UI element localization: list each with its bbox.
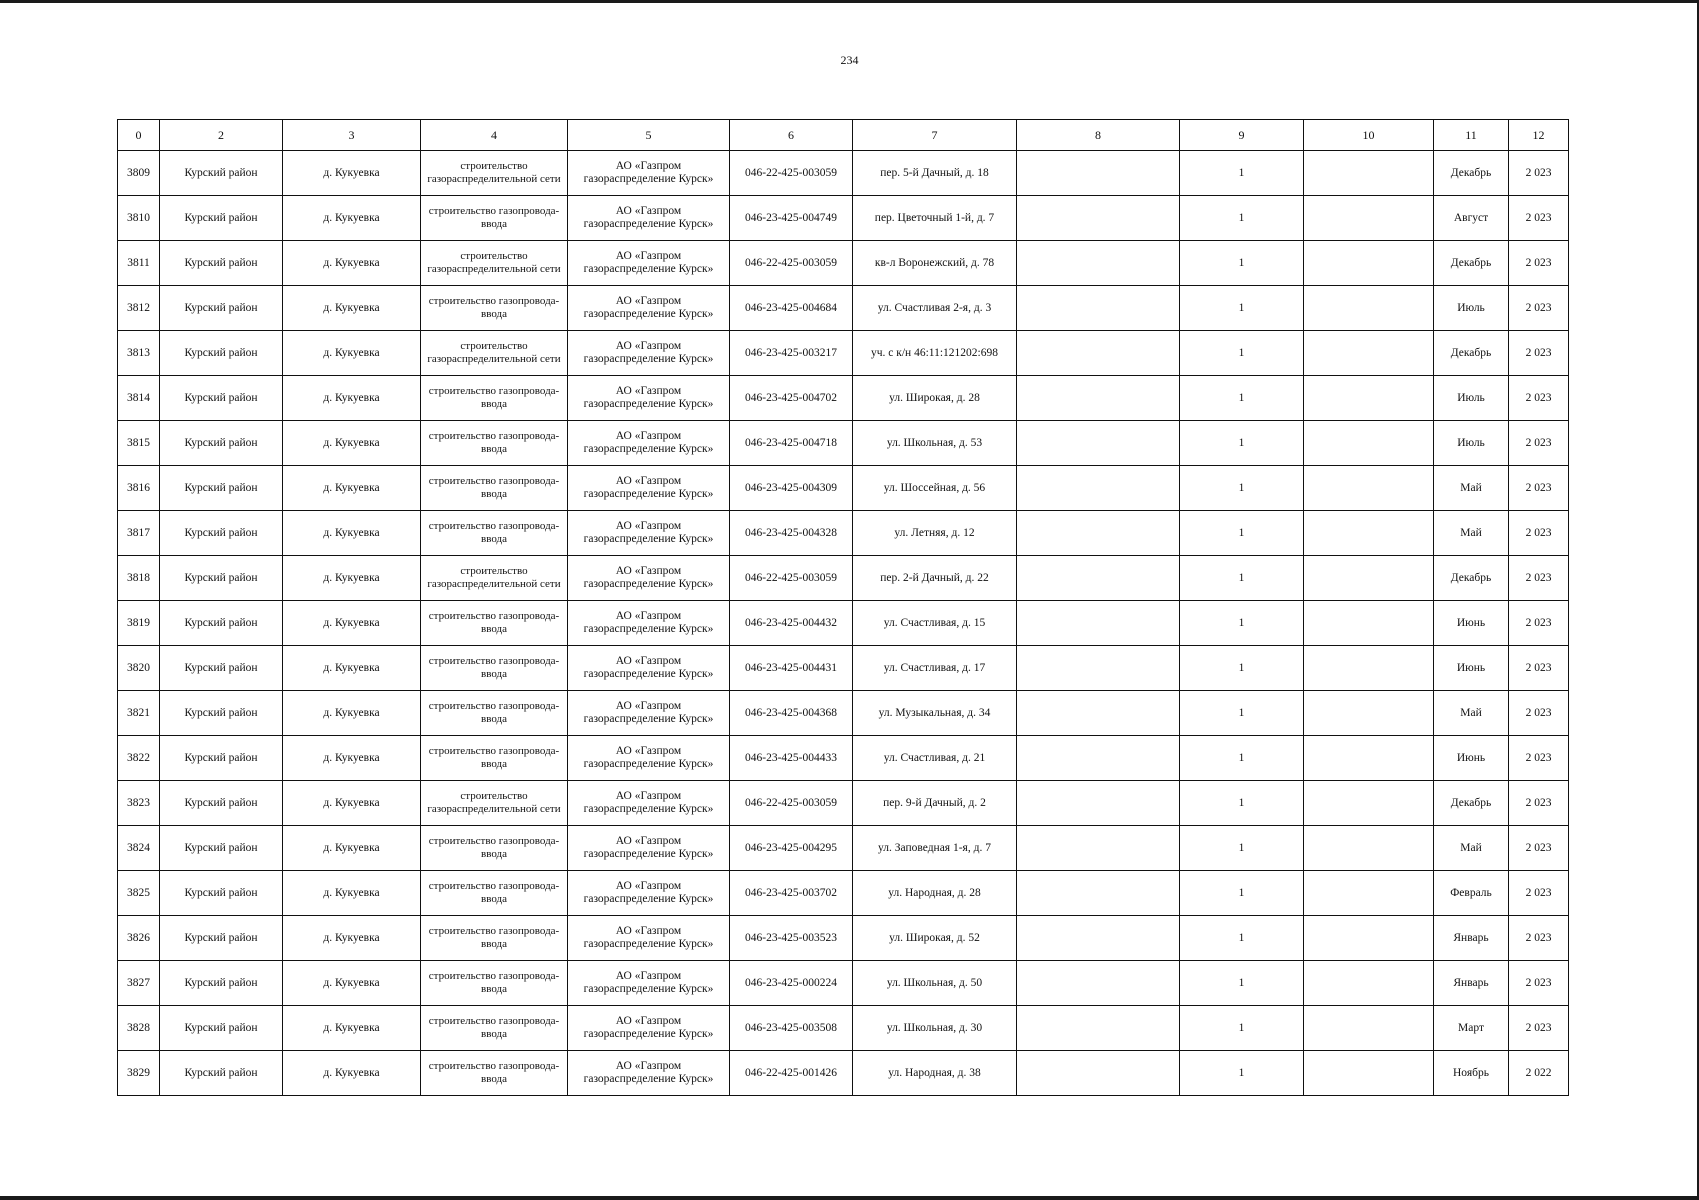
month-cell: Июль bbox=[1434, 421, 1509, 466]
column-8-cell bbox=[1017, 331, 1180, 376]
year-cell: 2 023 bbox=[1509, 196, 1569, 241]
count-cell: 1 bbox=[1180, 691, 1304, 736]
locality-cell: д. Кукуевка bbox=[283, 286, 421, 331]
table-row bbox=[118, 961, 1569, 1006]
column-8-cell bbox=[1017, 871, 1180, 916]
count-cell: 1 bbox=[1180, 511, 1304, 556]
year-cell: 2 023 bbox=[1509, 556, 1569, 601]
address-cell: ул. Широкая, д. 28 bbox=[853, 376, 1017, 421]
column-8-cell bbox=[1017, 916, 1180, 961]
organization-cell: АО «Газпром газораспределение Курск» bbox=[568, 826, 730, 871]
work-type-cell: строительство газопровода-ввода bbox=[421, 961, 568, 1006]
locality-cell: д. Кукуевка bbox=[283, 151, 421, 196]
column-8-cell bbox=[1017, 1006, 1180, 1051]
district-cell: Курский район bbox=[160, 286, 283, 331]
month-cell: Июль bbox=[1434, 286, 1509, 331]
column-header: 0 bbox=[118, 120, 160, 151]
year-cell: 2 023 bbox=[1509, 961, 1569, 1006]
row-number-cell: 3821 bbox=[118, 691, 160, 736]
address-cell: ул. Счастливая 2-я, д. 3 bbox=[853, 286, 1017, 331]
locality-cell: д. Кукуевка bbox=[283, 781, 421, 826]
table-row bbox=[118, 1006, 1569, 1051]
organization-cell: АО «Газпром газораспределение Курск» bbox=[568, 916, 730, 961]
table-row bbox=[118, 691, 1569, 736]
month-cell: Июль bbox=[1434, 376, 1509, 421]
work-type-cell: строительство газораспределительной сети bbox=[421, 241, 568, 286]
column-8-cell bbox=[1017, 241, 1180, 286]
work-type-cell: строительство газопровода-ввода bbox=[421, 1006, 568, 1051]
year-cell: 2 023 bbox=[1509, 871, 1569, 916]
work-type-cell: строительство газораспределительной сети bbox=[421, 556, 568, 601]
page-number: 234 bbox=[840, 53, 859, 67]
locality-cell: д. Кукуевка bbox=[283, 241, 421, 286]
row-number-cell: 3814 bbox=[118, 376, 160, 421]
table-row bbox=[118, 241, 1569, 286]
work-type-cell: строительство газопровода-ввода bbox=[421, 646, 568, 691]
column-10-cell bbox=[1304, 376, 1434, 421]
column-10-cell bbox=[1304, 241, 1434, 286]
table-row bbox=[118, 916, 1569, 961]
column-header: 7 bbox=[853, 120, 1017, 151]
column-10-cell bbox=[1304, 1051, 1434, 1096]
count-cell: 1 bbox=[1180, 1051, 1304, 1096]
column-10-cell bbox=[1304, 916, 1434, 961]
organization-cell: АО «Газпром газораспределение Курск» bbox=[568, 1006, 730, 1051]
locality-cell: д. Кукуевка bbox=[283, 916, 421, 961]
column-header: 2 bbox=[160, 120, 283, 151]
column-10-cell bbox=[1304, 736, 1434, 781]
district-cell: Курский район bbox=[160, 646, 283, 691]
district-cell: Курский район bbox=[160, 331, 283, 376]
district-cell: Курский район bbox=[160, 601, 283, 646]
column-10-cell bbox=[1304, 556, 1434, 601]
address-cell: ул. Народная, д. 28 bbox=[853, 871, 1017, 916]
locality-cell: д. Кукуевка bbox=[283, 556, 421, 601]
row-number-cell: 3810 bbox=[118, 196, 160, 241]
column-10-cell bbox=[1304, 421, 1434, 466]
scan-border-bottom bbox=[0, 1196, 1699, 1200]
count-cell: 1 bbox=[1180, 961, 1304, 1006]
year-cell: 2 023 bbox=[1509, 916, 1569, 961]
column-10-cell bbox=[1304, 286, 1434, 331]
work-type-cell: строительство газопровода-ввода bbox=[421, 736, 568, 781]
column-header: 6 bbox=[730, 120, 853, 151]
address-cell: кв-л Воронежский, д. 78 bbox=[853, 241, 1017, 286]
code-cell: 046-23-425-004433 bbox=[730, 736, 853, 781]
column-10-cell bbox=[1304, 1006, 1434, 1051]
locality-cell: д. Кукуевка bbox=[283, 466, 421, 511]
address-cell: ул. Счастливая, д. 17 bbox=[853, 646, 1017, 691]
organization-cell: АО «Газпром газораспределение Курск» bbox=[568, 511, 730, 556]
locality-cell: д. Кукуевка bbox=[283, 736, 421, 781]
year-cell: 2 023 bbox=[1509, 736, 1569, 781]
organization-cell: АО «Газпром газораспределение Курск» bbox=[568, 646, 730, 691]
data-table bbox=[117, 119, 1569, 1096]
row-number-cell: 3829 bbox=[118, 1051, 160, 1096]
row-number-cell: 3825 bbox=[118, 871, 160, 916]
code-cell: 046-22-425-003059 bbox=[730, 241, 853, 286]
work-type-cell: строительство газопровода-ввода bbox=[421, 466, 568, 511]
count-cell: 1 bbox=[1180, 331, 1304, 376]
count-cell: 1 bbox=[1180, 916, 1304, 961]
month-cell: Ноябрь bbox=[1434, 1051, 1509, 1096]
row-number-cell: 3824 bbox=[118, 826, 160, 871]
year-cell: 2 023 bbox=[1509, 241, 1569, 286]
column-10-cell bbox=[1304, 871, 1434, 916]
column-8-cell bbox=[1017, 421, 1180, 466]
month-cell: Март bbox=[1434, 1006, 1509, 1051]
column-10-cell bbox=[1304, 331, 1434, 376]
table-row bbox=[118, 421, 1569, 466]
month-cell: Январь bbox=[1434, 961, 1509, 1006]
code-cell: 046-23-425-003217 bbox=[730, 331, 853, 376]
month-cell: Май bbox=[1434, 691, 1509, 736]
district-cell: Курский район bbox=[160, 511, 283, 556]
column-header: 8 bbox=[1017, 120, 1180, 151]
organization-cell: АО «Газпром газораспределение Курск» bbox=[568, 1051, 730, 1096]
code-cell: 046-23-425-004328 bbox=[730, 511, 853, 556]
organization-cell: АО «Газпром газораспределение Курск» bbox=[568, 376, 730, 421]
table-row bbox=[118, 1051, 1569, 1096]
count-cell: 1 bbox=[1180, 151, 1304, 196]
row-number-cell: 3809 bbox=[118, 151, 160, 196]
address-cell: ул. Летняя, д. 12 bbox=[853, 511, 1017, 556]
month-cell: Декабрь bbox=[1434, 331, 1509, 376]
work-type-cell: строительство газопровода-ввода bbox=[421, 376, 568, 421]
code-cell: 046-22-425-003059 bbox=[730, 781, 853, 826]
column-10-cell bbox=[1304, 601, 1434, 646]
table-row bbox=[118, 736, 1569, 781]
count-cell: 1 bbox=[1180, 376, 1304, 421]
locality-cell: д. Кукуевка bbox=[283, 376, 421, 421]
locality-cell: д. Кукуевка bbox=[283, 691, 421, 736]
count-cell: 1 bbox=[1180, 826, 1304, 871]
locality-cell: д. Кукуевка bbox=[283, 421, 421, 466]
locality-cell: д. Кукуевка bbox=[283, 871, 421, 916]
locality-cell: д. Кукуевка bbox=[283, 961, 421, 1006]
organization-cell: АО «Газпром газораспределение Курск» bbox=[568, 196, 730, 241]
address-cell: ул. Школьная, д. 53 bbox=[853, 421, 1017, 466]
month-cell: Февраль bbox=[1434, 871, 1509, 916]
column-10-cell bbox=[1304, 961, 1434, 1006]
district-cell: Курский район bbox=[160, 466, 283, 511]
district-cell: Курский район bbox=[160, 241, 283, 286]
code-cell: 046-23-425-003702 bbox=[730, 871, 853, 916]
locality-cell: д. Кукуевка bbox=[283, 826, 421, 871]
organization-cell: АО «Газпром газораспределение Курск» bbox=[568, 556, 730, 601]
locality-cell: д. Кукуевка bbox=[283, 511, 421, 556]
column-header: 5 bbox=[568, 120, 730, 151]
count-cell: 1 bbox=[1180, 871, 1304, 916]
work-type-cell: строительство газопровода-ввода bbox=[421, 196, 568, 241]
month-cell: Май bbox=[1434, 826, 1509, 871]
column-8-cell bbox=[1017, 556, 1180, 601]
year-cell: 2 023 bbox=[1509, 826, 1569, 871]
address-cell: пер. Цветочный 1-й, д. 7 bbox=[853, 196, 1017, 241]
organization-cell: АО «Газпром газораспределение Курск» bbox=[568, 781, 730, 826]
organization-cell: АО «Газпром газораспределение Курск» bbox=[568, 331, 730, 376]
month-cell: Июнь bbox=[1434, 736, 1509, 781]
column-8-cell bbox=[1017, 826, 1180, 871]
year-cell: 2 023 bbox=[1509, 1006, 1569, 1051]
address-cell: пер. 5-й Дачный, д. 18 bbox=[853, 151, 1017, 196]
year-cell: 2 023 bbox=[1509, 646, 1569, 691]
table-row bbox=[118, 826, 1569, 871]
address-cell: ул. Шоссейная, д. 56 bbox=[853, 466, 1017, 511]
row-number-cell: 3816 bbox=[118, 466, 160, 511]
table-row bbox=[118, 556, 1569, 601]
row-number-cell: 3813 bbox=[118, 331, 160, 376]
row-number-cell: 3818 bbox=[118, 556, 160, 601]
column-header: 9 bbox=[1180, 120, 1304, 151]
column-10-cell bbox=[1304, 826, 1434, 871]
address-cell: ул. Школьная, д. 30 bbox=[853, 1006, 1017, 1051]
address-cell: ул. Музыкальная, д. 34 bbox=[853, 691, 1017, 736]
year-cell: 2 023 bbox=[1509, 286, 1569, 331]
table-row bbox=[118, 601, 1569, 646]
locality-cell: д. Кукуевка bbox=[283, 331, 421, 376]
district-cell: Курский район bbox=[160, 781, 283, 826]
district-cell: Курский район bbox=[160, 961, 283, 1006]
count-cell: 1 bbox=[1180, 1006, 1304, 1051]
work-type-cell: строительство газораспределительной сети bbox=[421, 331, 568, 376]
code-cell: 046-23-425-004309 bbox=[730, 466, 853, 511]
table-row bbox=[118, 286, 1569, 331]
column-10-cell bbox=[1304, 691, 1434, 736]
column-8-cell bbox=[1017, 691, 1180, 736]
work-type-cell: строительство газопровода-ввода bbox=[421, 826, 568, 871]
month-cell: Июнь bbox=[1434, 601, 1509, 646]
table-row bbox=[118, 646, 1569, 691]
organization-cell: АО «Газпром газораспределение Курск» bbox=[568, 241, 730, 286]
column-8-cell bbox=[1017, 511, 1180, 556]
year-cell: 2 023 bbox=[1509, 511, 1569, 556]
table-row bbox=[118, 331, 1569, 376]
month-cell: Июнь bbox=[1434, 646, 1509, 691]
organization-cell: АО «Газпром газораспределение Курск» bbox=[568, 961, 730, 1006]
code-cell: 046-23-425-003508 bbox=[730, 1006, 853, 1051]
table-row bbox=[118, 196, 1569, 241]
address-cell: ул. Широкая, д. 52 bbox=[853, 916, 1017, 961]
locality-cell: д. Кукуевка bbox=[283, 1006, 421, 1051]
district-cell: Курский район bbox=[160, 196, 283, 241]
work-type-cell: строительство газопровода-ввода bbox=[421, 691, 568, 736]
year-cell: 2 023 bbox=[1509, 376, 1569, 421]
month-cell: Май bbox=[1434, 511, 1509, 556]
count-cell: 1 bbox=[1180, 196, 1304, 241]
row-number-cell: 3826 bbox=[118, 916, 160, 961]
table-row bbox=[118, 871, 1569, 916]
organization-cell: АО «Газпром газораспределение Курск» bbox=[568, 691, 730, 736]
row-number-cell: 3827 bbox=[118, 961, 160, 1006]
district-cell: Курский район bbox=[160, 691, 283, 736]
code-cell: 046-23-425-003523 bbox=[730, 916, 853, 961]
column-header: 10 bbox=[1304, 120, 1434, 151]
code-cell: 046-22-425-003059 bbox=[730, 556, 853, 601]
work-type-cell: строительство газопровода-ввода bbox=[421, 511, 568, 556]
column-10-cell bbox=[1304, 151, 1434, 196]
month-cell: Январь bbox=[1434, 916, 1509, 961]
code-cell: 046-23-425-004295 bbox=[730, 826, 853, 871]
month-cell: Май bbox=[1434, 466, 1509, 511]
organization-cell: АО «Газпром газораспределение Курск» bbox=[568, 151, 730, 196]
row-number-cell: 3815 bbox=[118, 421, 160, 466]
column-header: 4 bbox=[421, 120, 568, 151]
row-number-cell: 3828 bbox=[118, 1006, 160, 1051]
district-cell: Курский район bbox=[160, 421, 283, 466]
count-cell: 1 bbox=[1180, 736, 1304, 781]
address-cell: ул. Счастливая, д. 15 bbox=[853, 601, 1017, 646]
row-number-cell: 3822 bbox=[118, 736, 160, 781]
table-row bbox=[118, 466, 1569, 511]
locality-cell: д. Кукуевка bbox=[283, 196, 421, 241]
address-cell: уч. с к/н 46:11:121202:698 bbox=[853, 331, 1017, 376]
address-cell: ул. Заповедная 1-я, д. 7 bbox=[853, 826, 1017, 871]
address-cell: ул. Народная, д. 38 bbox=[853, 1051, 1017, 1096]
count-cell: 1 bbox=[1180, 781, 1304, 826]
count-cell: 1 bbox=[1180, 241, 1304, 286]
organization-cell: АО «Газпром газораспределение Курск» bbox=[568, 466, 730, 511]
column-header: 3 bbox=[283, 120, 421, 151]
year-cell: 2 023 bbox=[1509, 331, 1569, 376]
work-type-cell: строительство газораспределительной сети bbox=[421, 781, 568, 826]
locality-cell: д. Кукуевка bbox=[283, 1051, 421, 1096]
row-number-cell: 3820 bbox=[118, 646, 160, 691]
column-8-cell bbox=[1017, 286, 1180, 331]
table-row bbox=[118, 151, 1569, 196]
month-cell: Декабрь bbox=[1434, 151, 1509, 196]
column-8-cell bbox=[1017, 601, 1180, 646]
column-10-cell bbox=[1304, 196, 1434, 241]
month-cell: Август bbox=[1434, 196, 1509, 241]
month-cell: Декабрь bbox=[1434, 241, 1509, 286]
code-cell: 046-23-425-000224 bbox=[730, 961, 853, 1006]
locality-cell: д. Кукуевка bbox=[283, 646, 421, 691]
district-cell: Курский район bbox=[160, 871, 283, 916]
column-8-cell bbox=[1017, 196, 1180, 241]
count-cell: 1 bbox=[1180, 466, 1304, 511]
organization-cell: АО «Газпром газораспределение Курск» bbox=[568, 286, 730, 331]
district-cell: Курский район bbox=[160, 1006, 283, 1051]
code-cell: 046-23-425-004431 bbox=[730, 646, 853, 691]
count-cell: 1 bbox=[1180, 646, 1304, 691]
column-8-cell bbox=[1017, 781, 1180, 826]
work-type-cell: строительство газораспределительной сети bbox=[421, 151, 568, 196]
address-cell: ул. Школьная, д. 50 bbox=[853, 961, 1017, 1006]
row-number-cell: 3823 bbox=[118, 781, 160, 826]
code-cell: 046-23-425-004749 bbox=[730, 196, 853, 241]
count-cell: 1 bbox=[1180, 556, 1304, 601]
work-type-cell: строительство газопровода-ввода bbox=[421, 871, 568, 916]
column-header: 11 bbox=[1434, 120, 1509, 151]
address-cell: ул. Счастливая, д. 21 bbox=[853, 736, 1017, 781]
column-10-cell bbox=[1304, 466, 1434, 511]
column-10-cell bbox=[1304, 646, 1434, 691]
column-8-cell bbox=[1017, 736, 1180, 781]
column-8-cell bbox=[1017, 646, 1180, 691]
district-cell: Курский район bbox=[160, 376, 283, 421]
month-cell: Декабрь bbox=[1434, 781, 1509, 826]
table-row bbox=[118, 376, 1569, 421]
district-cell: Курский район bbox=[160, 826, 283, 871]
year-cell: 2 023 bbox=[1509, 466, 1569, 511]
address-cell: пер. 9-й Дачный, д. 2 bbox=[853, 781, 1017, 826]
count-cell: 1 bbox=[1180, 286, 1304, 331]
header-row bbox=[118, 120, 1569, 151]
code-cell: 046-22-425-003059 bbox=[730, 151, 853, 196]
scan-border-top bbox=[0, 0, 1699, 3]
code-cell: 046-22-425-001426 bbox=[730, 1051, 853, 1096]
column-8-cell bbox=[1017, 466, 1180, 511]
column-8-cell bbox=[1017, 376, 1180, 421]
organization-cell: АО «Газпром газораспределение Курск» bbox=[568, 871, 730, 916]
column-10-cell bbox=[1304, 511, 1434, 556]
district-cell: Курский район bbox=[160, 151, 283, 196]
month-cell: Декабрь bbox=[1434, 556, 1509, 601]
count-cell: 1 bbox=[1180, 421, 1304, 466]
row-number-cell: 3817 bbox=[118, 511, 160, 556]
row-number-cell: 3819 bbox=[118, 601, 160, 646]
column-8-cell bbox=[1017, 1051, 1180, 1096]
work-type-cell: строительство газопровода-ввода bbox=[421, 601, 568, 646]
organization-cell: АО «Газпром газораспределение Курск» bbox=[568, 421, 730, 466]
year-cell: 2 023 bbox=[1509, 601, 1569, 646]
year-cell: 2 023 bbox=[1509, 691, 1569, 736]
column-header: 12 bbox=[1509, 120, 1569, 151]
year-cell: 2 022 bbox=[1509, 1051, 1569, 1096]
year-cell: 2 023 bbox=[1509, 781, 1569, 826]
organization-cell: АО «Газпром газораспределение Курск» bbox=[568, 736, 730, 781]
work-type-cell: строительство газопровода-ввода bbox=[421, 1051, 568, 1096]
year-cell: 2 023 bbox=[1509, 421, 1569, 466]
row-number-cell: 3811 bbox=[118, 241, 160, 286]
table-row bbox=[118, 511, 1569, 556]
district-cell: Курский район bbox=[160, 556, 283, 601]
district-cell: Курский район bbox=[160, 736, 283, 781]
locality-cell: д. Кукуевка bbox=[283, 601, 421, 646]
table-row bbox=[118, 781, 1569, 826]
district-cell: Курский район bbox=[160, 1051, 283, 1096]
year-cell: 2 023 bbox=[1509, 151, 1569, 196]
organization-cell: АО «Газпром газораспределение Курск» bbox=[568, 601, 730, 646]
column-8-cell bbox=[1017, 151, 1180, 196]
code-cell: 046-23-425-004702 bbox=[730, 376, 853, 421]
row-number-cell: 3812 bbox=[118, 286, 160, 331]
address-cell: пер. 2-й Дачный, д. 22 bbox=[853, 556, 1017, 601]
column-10-cell bbox=[1304, 781, 1434, 826]
district-cell: Курский район bbox=[160, 916, 283, 961]
column-8-cell bbox=[1017, 961, 1180, 1006]
code-cell: 046-23-425-004432 bbox=[730, 601, 853, 646]
work-type-cell: строительство газопровода-ввода bbox=[421, 421, 568, 466]
code-cell: 046-23-425-004684 bbox=[730, 286, 853, 331]
work-type-cell: строительство газопровода-ввода bbox=[421, 916, 568, 961]
work-type-cell: строительство газопровода-ввода bbox=[421, 286, 568, 331]
table-body bbox=[118, 151, 1569, 1096]
count-cell: 1 bbox=[1180, 601, 1304, 646]
code-cell: 046-23-425-004718 bbox=[730, 421, 853, 466]
code-cell: 046-23-425-004368 bbox=[730, 691, 853, 736]
